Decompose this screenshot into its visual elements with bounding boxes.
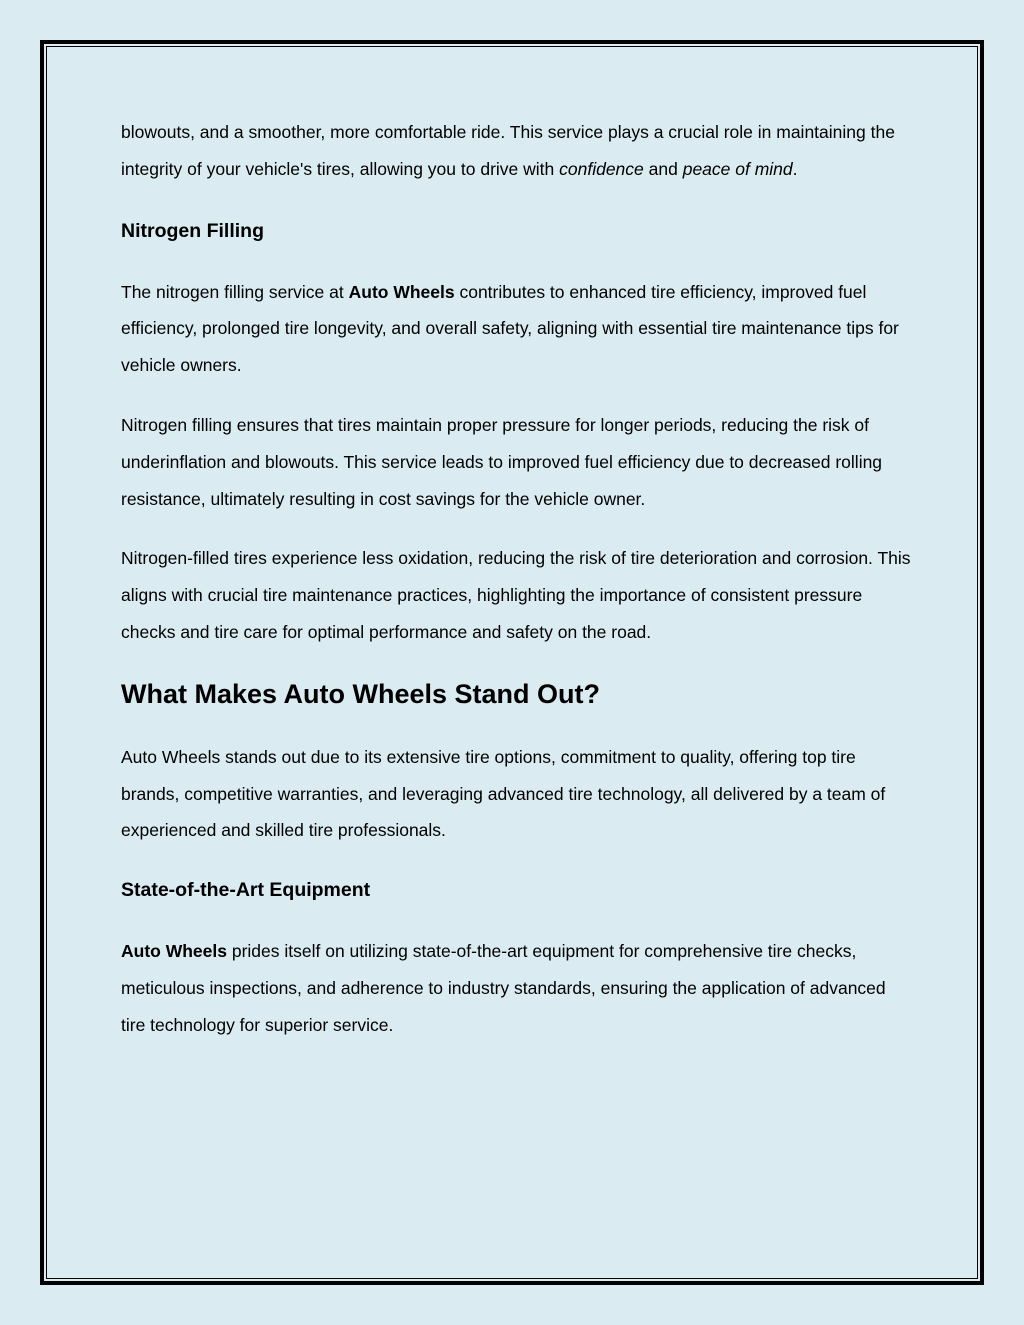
intro-period: . — [792, 158, 798, 179]
document-content — [121, 114, 911, 1067]
standout-heading: What Makes Auto Wheels Stand Out? — [121, 678, 601, 709]
brand-name: Auto Wheels — [348, 281, 455, 302]
intro-paragraph — [121, 114, 911, 188]
intro-emphasis-confidence: confidence — [559, 158, 644, 179]
intro-emphasis-peace: peace of mind — [682, 158, 793, 179]
nitrogen-paragraph-2: Nitrogen filling ensures that tires maintain proper pressure for longer periods, reducing the risk of underinflation and blowouts. This service leads to improved fuel efficiency due to decreased rolling resistance, ultimately resulting in cost savings for the vehicle owner. — [121, 414, 883, 509]
brand-name: Auto Wheels — [121, 941, 227, 962]
nitrogen-paragraph-3: Nitrogen-filled tires experience less oxidation, reducing the risk of tire deterioration and corrosion. This aligns with crucial tire maintenance practices, highlighting the importance of consistent pressure checks and tire care for optimal performance and safety on the road. — [121, 548, 911, 642]
nitrogen-paragraph-1 — [121, 274, 911, 384]
intro-text-and: and — [643, 158, 683, 179]
nitrogen-heading: Nitrogen Filling — [121, 219, 264, 242]
equipment-p1-text: prides itself on utilizing state-of-the-art equipment for comprehensive tire checks, meticulous inspections, and adherence to industry standards, ensuring the application of advanced tire technology for superior service. — [121, 941, 886, 1035]
intro-text: blowouts, and a smoother, more comfortable ride. This service plays a crucial role in maintaining the integrity of your vehicle's tires, allowing you to drive with — [121, 122, 895, 179]
standout-paragraph: Auto Wheels stands out due to its extensive tire options, commitment to quality, offering top tire brands, competitive warranties, and leveraging advanced tire technology, all delivered by a team of experienced and skilled tire professionals. — [121, 746, 886, 841]
equipment-heading: State-of-the-Art Equipment — [121, 879, 371, 902]
equipment-paragraph — [121, 933, 911, 1043]
nitrogen-p1-text-rest: contributes to enhanced tire efficiency, improved fuel efficiency, prolonged tire longevity, and overall safety, aligning with essential tire maintenance tips for vehicle owners. — [121, 281, 899, 376]
nitrogen-p1-text: The nitrogen filling service at — [121, 281, 349, 302]
